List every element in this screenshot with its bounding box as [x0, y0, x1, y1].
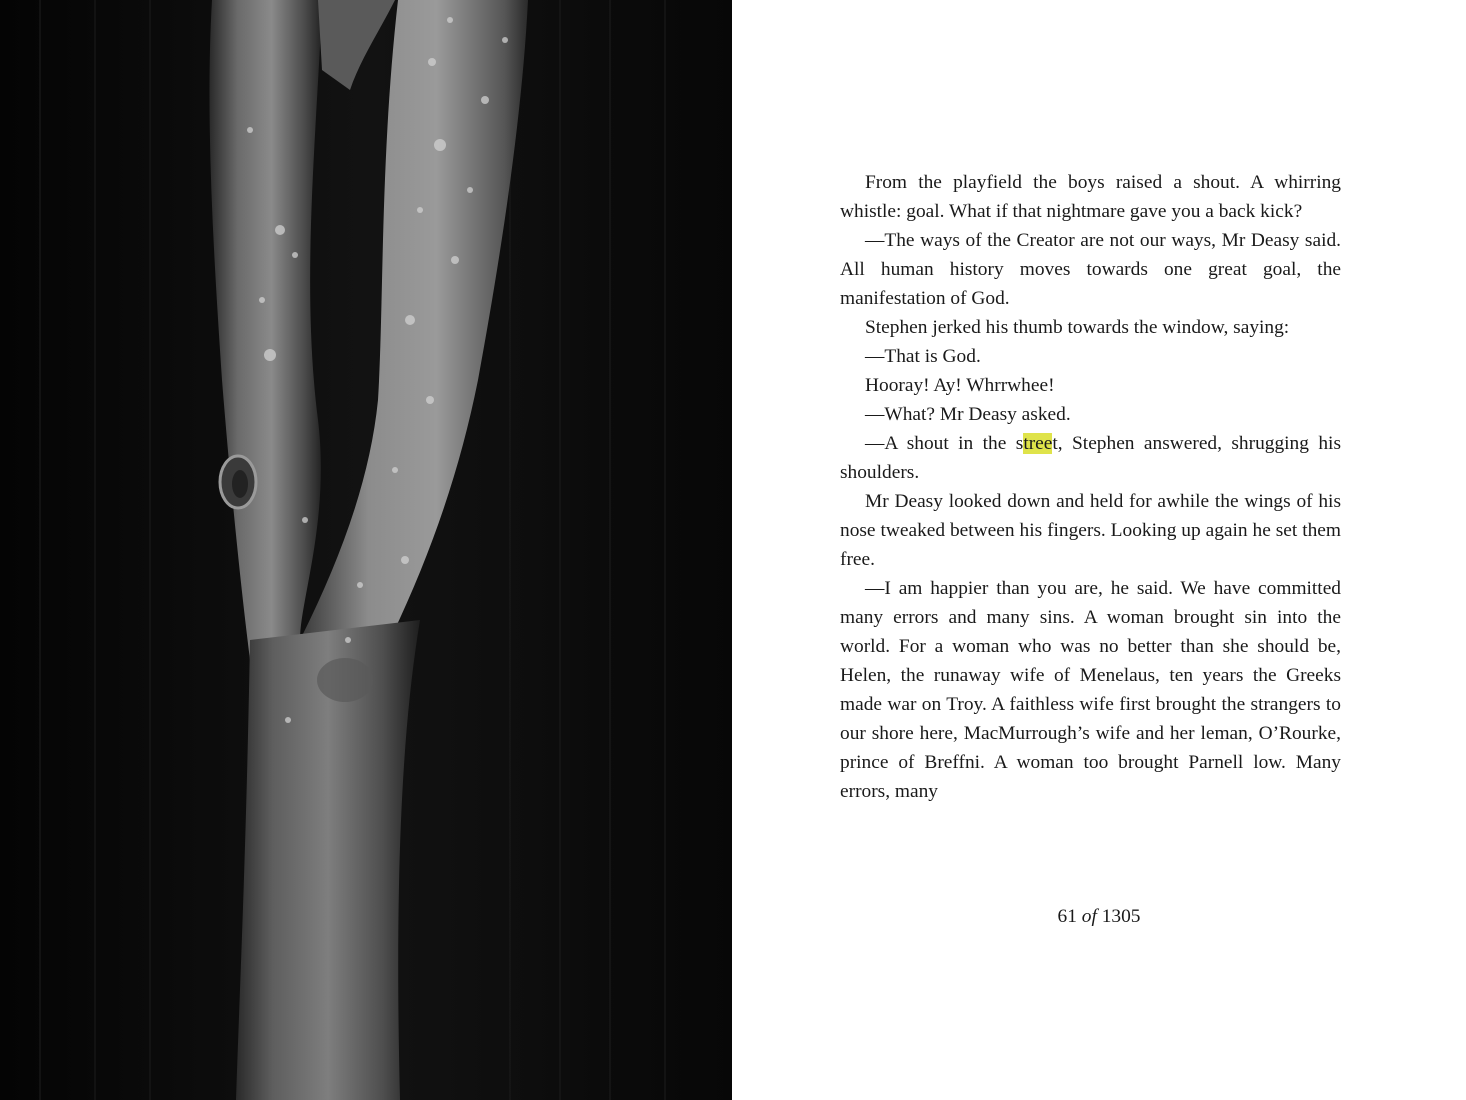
page-number [732, 902, 1466, 931]
paragraph: Mr Deasy looked down and held for awhile the wings of his nose tweaked between his fingers. Looking up again he set them free. [840, 491, 1341, 570]
paragraph: —I am happier than you are, he said. We have committed many errors and many sins. A woman brought sin into the world. For a woman who was no better than she should be, Helen, the runaway wife of Menelaus, ten years the Greeks made war on Troy. A faithless wife first brought the strangers to our shore here, MacMurrough’s wife and her leman, O’Rourke, prince of Breffni. A woman too brought Parnell low. Many errors, many [840, 578, 1341, 802]
paragraph: —That is God. [865, 346, 981, 367]
paragraph-text-after: t, Stephen answered, shrugging his shoulders. [840, 433, 1341, 483]
current-page: 61 [1057, 906, 1077, 927]
page-of-word: of [1081, 906, 1097, 927]
paragraph-text-before: —A shout in the s [865, 433, 1024, 454]
paragraph: —The ways of the Creator are not our ways, Mr Deasy said. All human history moves towards one great goal, the manifestation of God. [840, 230, 1341, 309]
paragraph: Stephen jerked his thumb towards the window, saying: [865, 317, 1290, 338]
tree-trunk-photo [0, 0, 732, 1100]
paragraph: —What? Mr Deasy asked. [865, 404, 1071, 425]
paragraph-with-highlight [840, 429, 1341, 487]
total-pages: 1305 [1101, 906, 1141, 927]
page-text [840, 168, 1341, 806]
text-highlight[interactable]: tree [1023, 433, 1053, 454]
text-page [732, 0, 1466, 1100]
paragraph: From the playfield the boys raised a shout. A whirring whistle: goal. What if that nightmare gave you a back kick? [840, 172, 1341, 222]
paragraph: Hooray! Ay! Whrrwhee! [865, 375, 1055, 396]
